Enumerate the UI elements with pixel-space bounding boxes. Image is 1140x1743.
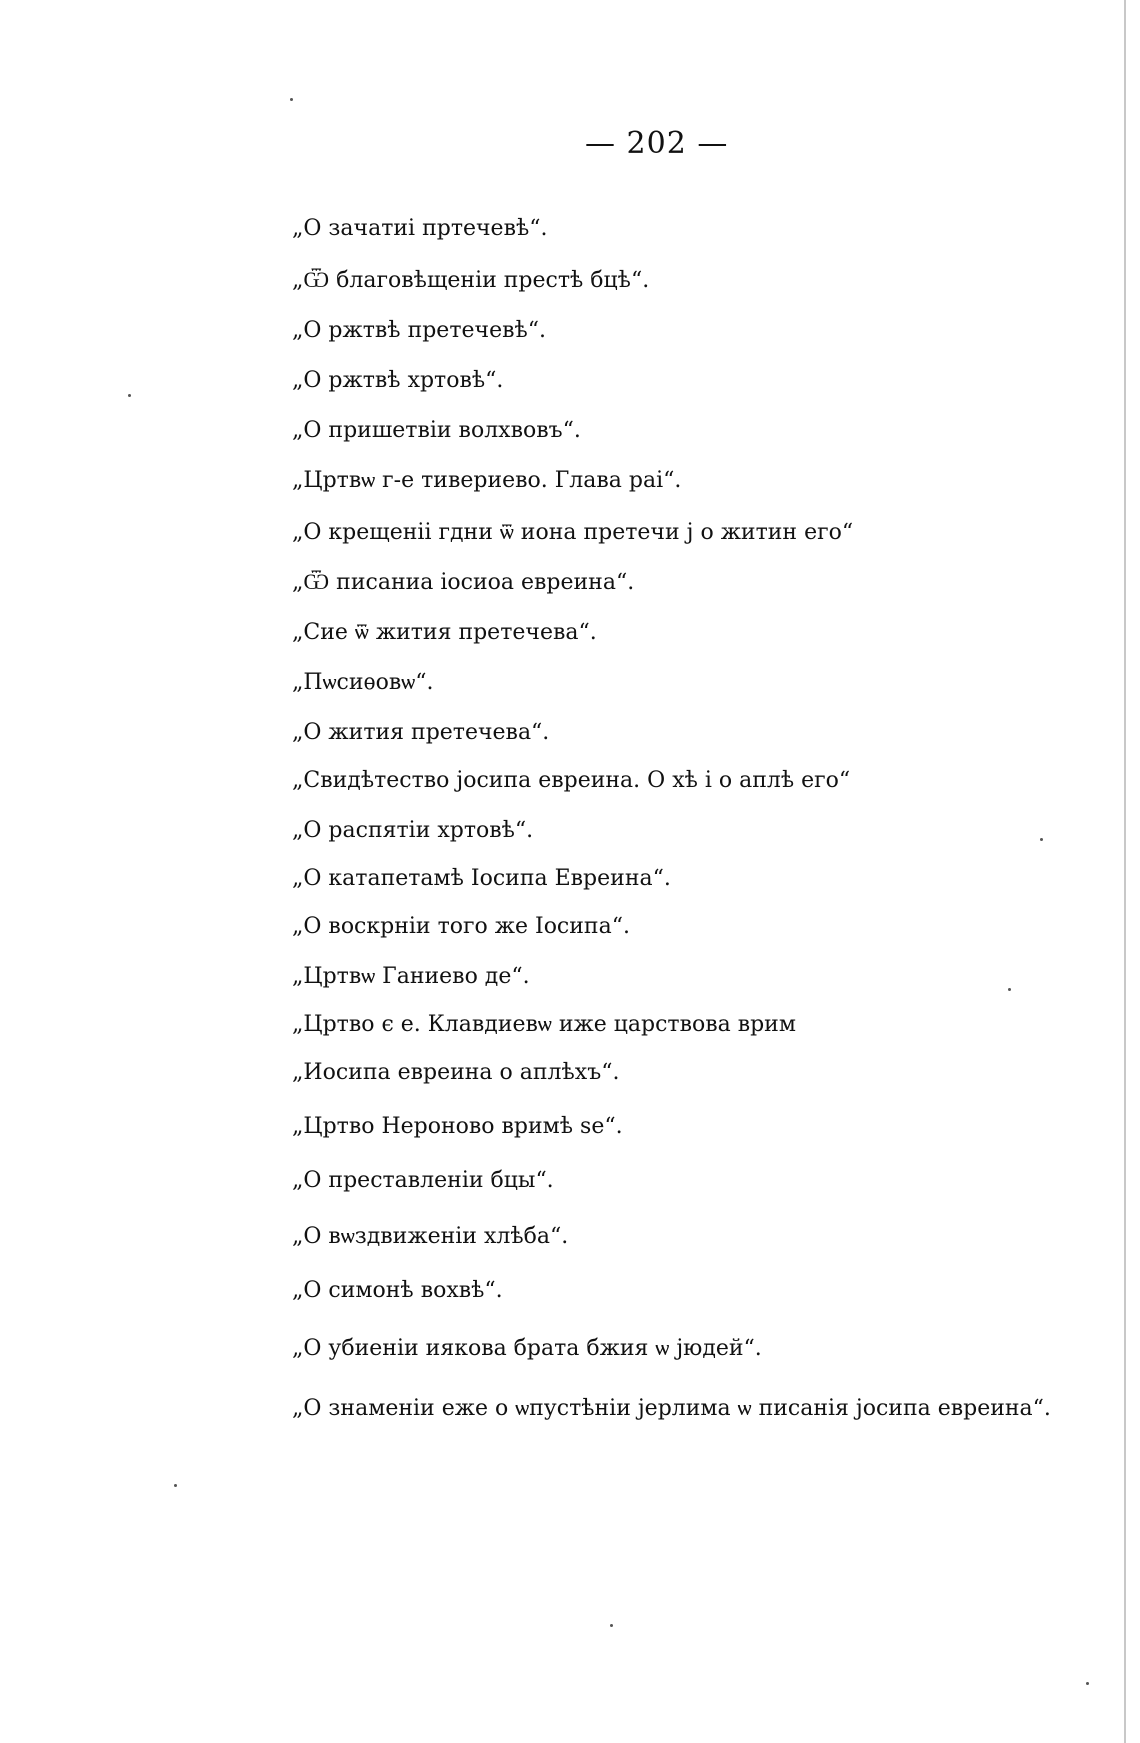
entry-line: „О убиеніи иякова брата бжия ѡ јюдей“. [292, 1336, 762, 1361]
entry-line: „О катапетамѣ Іосипа Евреина“. [292, 866, 671, 891]
entry-line: „Цртво Нероново вримѣ ѕе“. [292, 1114, 623, 1139]
paper-speck [128, 394, 131, 397]
entry-line: „О крещеніі гдни ѿ иона претечи ј о житин его“ [292, 520, 854, 545]
page-edge-shadow [1124, 0, 1126, 1743]
entry-line: „Иосипа евреина о аплѣхъ“. [292, 1060, 620, 1085]
page-number: — 202 — [585, 126, 729, 161]
entry-line: „О распятіи хртовѣ“. [292, 818, 534, 843]
entry-line: „О знаменіи еже о ѡпустѣніи јерлима ѡ писанія јосипа евреина“. [292, 1396, 1051, 1421]
entry-line: „Цртвѡ Ганиево де“. [292, 964, 530, 989]
entry-line: „О воскрніи того же Іосипа“. [292, 914, 630, 939]
paper-speck [1008, 988, 1011, 991]
entry-line: „Цртво є е. Клавдиевѡ иже царствова врим [292, 1012, 796, 1037]
entry-line: „Свидѣтество јосипа евреина. О хѣ і о аплѣ его“ [292, 768, 851, 793]
entry-line: „О ржтвѣ хртовѣ“. [292, 368, 504, 393]
paper-speck [1040, 838, 1043, 841]
entry-line: „Пѡсиѳовѡ“. [292, 670, 434, 695]
entry-line: „О симонѣ вохвѣ“. [292, 1278, 503, 1303]
entry-line: „О жития претечева“. [292, 720, 550, 745]
entry-line: „О пришетвіи волхвовъ“. [292, 418, 581, 443]
entry-line: „Цртвѡ г-е тивериево. Глава раі“. [292, 468, 682, 493]
entry-line: „О вѡздвиженіи хлѣба“. [292, 1224, 569, 1249]
paper-speck [1086, 1682, 1089, 1685]
paper-speck [610, 1624, 613, 1627]
entry-line: „О преставленіи бцы“. [292, 1168, 554, 1193]
entry-line: „Ѿ благовѣщеніи престѣ бцѣ“. [292, 268, 650, 293]
paper-speck [174, 1484, 177, 1487]
entry-line: „Сие ѿ жития претечева“. [292, 620, 597, 645]
paper-speck [290, 98, 293, 101]
entry-line: „Ѿ писаниа іосиоа евреина“. [292, 570, 635, 595]
entry-line: „О зачатиі пртечевѣ“. [292, 216, 548, 241]
entry-line: „О ржтвѣ претечевѣ“. [292, 318, 546, 343]
